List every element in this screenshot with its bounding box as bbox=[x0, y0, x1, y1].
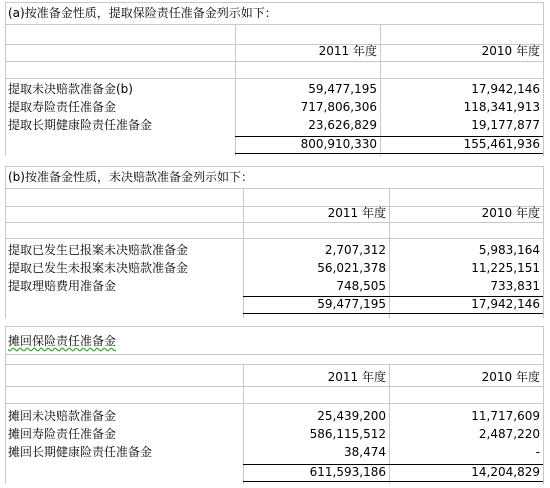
row-value-2011: 38,474 bbox=[344, 445, 386, 459]
section-c bbox=[5, 326, 543, 484]
total-2010: 17,942,146 bbox=[471, 297, 540, 311]
col-2010-header: 2010 年度 bbox=[481, 206, 540, 220]
row-label: 提取寿险责任准备金 bbox=[8, 100, 117, 114]
row-value-2011: 717,806,306 bbox=[300, 100, 377, 114]
row-label: 提取已发生未报案未决赔款准备金 bbox=[8, 261, 189, 275]
row-value-2011: 2,707,312 bbox=[324, 243, 386, 257]
row-value-2011: 586,115,512 bbox=[309, 427, 386, 441]
col-2011-header: 2011 年度 bbox=[327, 206, 386, 220]
row-value-2011: 748,505 bbox=[336, 279, 386, 293]
col-2011-header: 2011 年度 bbox=[327, 370, 386, 384]
col-2010-header: 2010 年度 bbox=[481, 44, 540, 58]
total-2010: 14,204,829 bbox=[471, 465, 540, 479]
row-value-2010: 118,341,913 bbox=[463, 100, 540, 114]
row-value-2011: 59,477,195 bbox=[308, 82, 377, 96]
section-b-title: (b)按准备金性质，未决赔款准备金列示如下： bbox=[8, 170, 253, 184]
total-2010: 155,461,936 bbox=[463, 137, 540, 151]
row-value-2010: 5,983,164 bbox=[478, 243, 540, 257]
row-value-2011: 25,439,200 bbox=[317, 409, 386, 423]
row-label: 提取理赔费用准备金 bbox=[8, 279, 117, 293]
row-label: 提取未决赔款准备金(b) bbox=[8, 82, 133, 96]
row-label: 摊回寿险责任准备金 bbox=[8, 427, 117, 441]
row-value-2011: 56,021,378 bbox=[317, 261, 386, 275]
total-2011: 800,910,330 bbox=[300, 137, 377, 151]
row-label: 摊回未决赔款准备金 bbox=[8, 409, 117, 423]
section-a-title: (a)按准备金性质，提取保险责任准备金列示如下： bbox=[8, 6, 277, 20]
section-a bbox=[5, 0, 543, 158]
row-value-2011: 23,626,829 bbox=[308, 118, 377, 132]
total-2011: 59,477,195 bbox=[317, 297, 386, 311]
section-b bbox=[5, 166, 543, 318]
row-value-2010: 17,942,146 bbox=[471, 82, 540, 96]
row-label: 摊回长期健康险责任准备金 bbox=[8, 445, 153, 459]
row-label: 提取已发生已报案未决赔款准备金 bbox=[8, 243, 189, 257]
col-2011-header: 2011 年度 bbox=[318, 44, 377, 58]
row-value-2010: 11,717,609 bbox=[471, 409, 540, 423]
row-value-2010: 2,487,220 bbox=[478, 427, 540, 441]
section-c-title: 摊回保险责任准备金 bbox=[8, 334, 117, 348]
row-value-2010: 19,177,877 bbox=[471, 118, 540, 132]
row-value-2010: - bbox=[535, 445, 540, 459]
row-value-2010: 733,831 bbox=[490, 279, 540, 293]
total-2011: 611,593,186 bbox=[309, 465, 386, 479]
col-2010-header: 2010 年度 bbox=[481, 370, 540, 384]
row-label: 提取长期健康险责任准备金 bbox=[8, 118, 153, 132]
row-value-2010: 11,225,151 bbox=[471, 261, 540, 275]
